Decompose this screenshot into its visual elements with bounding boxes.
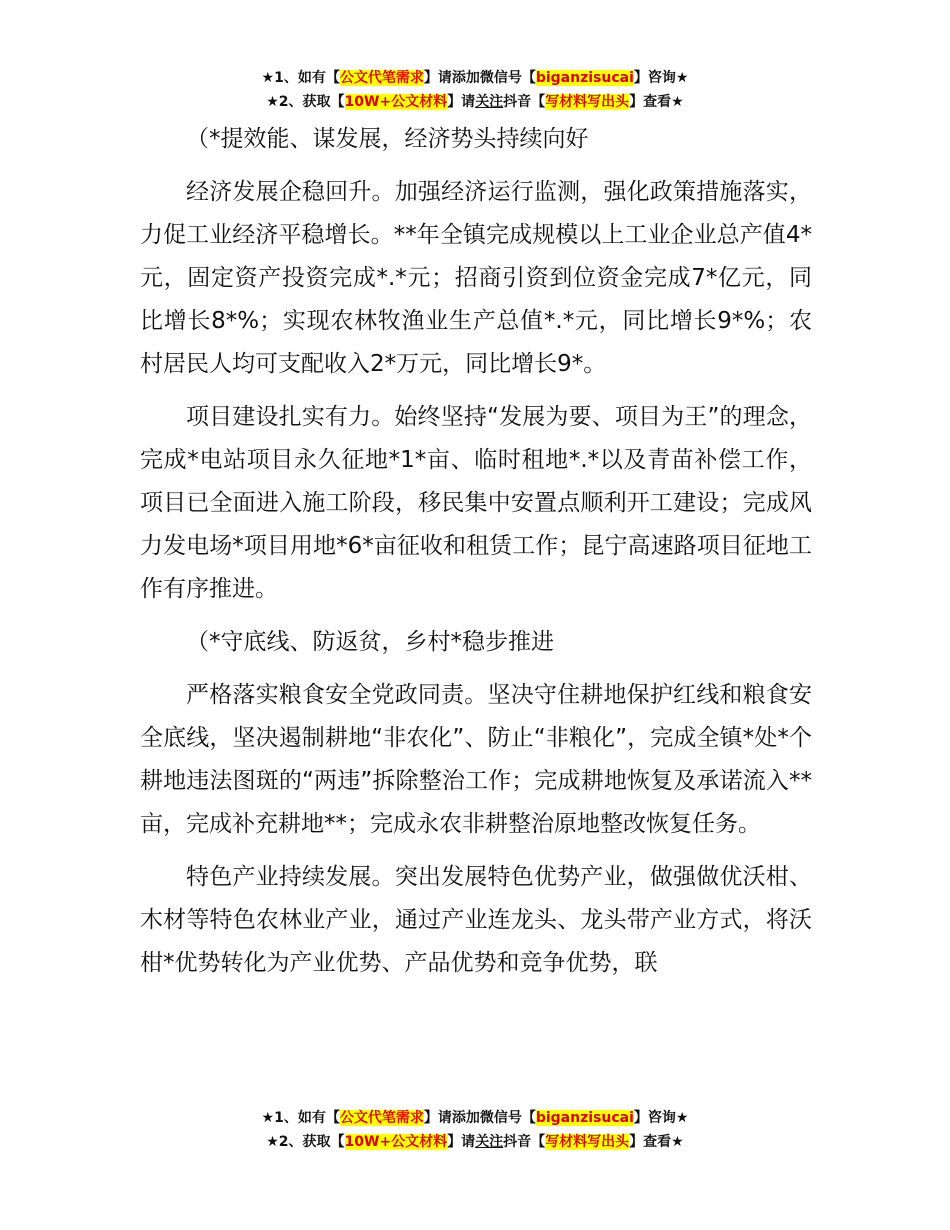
paragraph-food-security: 严格落实粮食安全党政同责。坚决守住耕地保护红线和粮食安全底线，坚决遏制耕地“非农化”、防止“非粮化”，完成全镇*处*个耕地违法图斑的“两违”拆除整治工作；完成耕地恢复及承诺流入**亩，完成补充耕地**；完成永农非耕整治原地整改恢复任务。	[140, 682, 812, 837]
promo-text: 抖音【	[503, 94, 546, 110]
promo-banner-top	[0, 66, 950, 114]
promo-highlight: 写材料写出头	[545, 94, 630, 110]
promo-text: 微信号【	[479, 1110, 536, 1126]
promo-highlight: 10W+公文材料	[344, 94, 448, 110]
promo-highlight: 10W+公文材料	[344, 1134, 448, 1150]
paragraph-projects: 项目建设扎实有力。始终坚持“发展为要、项目为王”的理念，完成*电站项目永久征地*1*亩、临时租地*.*以及青苗补偿工作，项目已全面进入施工阶段，移民集中安置点顺利开工建设；完成风力发电场*项目用地*6*亩征收和租赁工作；昆宁高速路项目征地工作有序推进。	[140, 404, 812, 602]
promo-text: 添加	[451, 70, 480, 86]
paragraph-economy: 经济发展企稳回升。加强经济运行监测，强化政策措施落实，力促工业经济平稳增长。**年全镇完成规模以上工业企业总产值4*元，固定资产投资完成*.*元；招商引资到位资金完成7*亿元，同比增长8*%；实现农林牧渔业生产总值*.*元，同比增长9*%；农村居民人均可支配收入2*万元，同比增长9*。	[140, 179, 812, 377]
promo-text: ★2、获取【	[266, 1134, 345, 1150]
promo-text: 微信号【	[479, 70, 536, 86]
promo-text: 添加	[451, 1110, 480, 1126]
promo-text: ★1、如有【	[261, 70, 340, 86]
promo-text: 】查看★	[629, 94, 684, 110]
paragraph-industry: 特色产业持续发展。突出发展特色优势产业，做强做优沃柑、木材等特色农林业产业，通过产业连龙头、龙头带产业方式，将沃柑*优势转化为产业优势、产品优势和竞争优势，联	[140, 864, 812, 976]
promo-text: ★2、获取【	[266, 94, 345, 110]
promo-text: 关注	[475, 1134, 504, 1150]
promo-text: 】咨询★	[633, 70, 689, 86]
promo-highlight: biganzisucai	[535, 70, 634, 86]
promo-highlight: biganzisucai	[535, 1110, 634, 1126]
document-body	[140, 118, 812, 985]
section-heading-2: （*守底线、防返贫，乡村*稳步推进	[186, 629, 554, 655]
promo-text: 】请	[447, 1134, 476, 1150]
promo-highlight: 公文代笔需求	[339, 70, 424, 86]
promo-line-1	[0, 66, 950, 90]
promo-text: 】查看★	[629, 1134, 684, 1150]
promo-line-1	[0, 1106, 950, 1130]
promo-text: 抖音【	[503, 1134, 546, 1150]
promo-text: 】请	[447, 94, 476, 110]
promo-highlight: 写材料写出头	[545, 1134, 630, 1150]
promo-highlight: 公文代笔需求	[339, 1110, 424, 1126]
section-heading-1: （*提效能、谋发展，经济势头持续向好	[186, 126, 589, 152]
promo-text: 关注	[475, 94, 504, 110]
promo-text: 】请	[423, 70, 452, 86]
promo-text: 】请	[423, 1110, 452, 1126]
promo-line-2	[0, 1130, 950, 1154]
promo-text: ★1、如有【	[261, 1110, 340, 1126]
promo-text: 】咨询★	[633, 1110, 689, 1126]
promo-banner-bottom	[0, 1106, 950, 1154]
promo-line-2	[0, 90, 950, 114]
